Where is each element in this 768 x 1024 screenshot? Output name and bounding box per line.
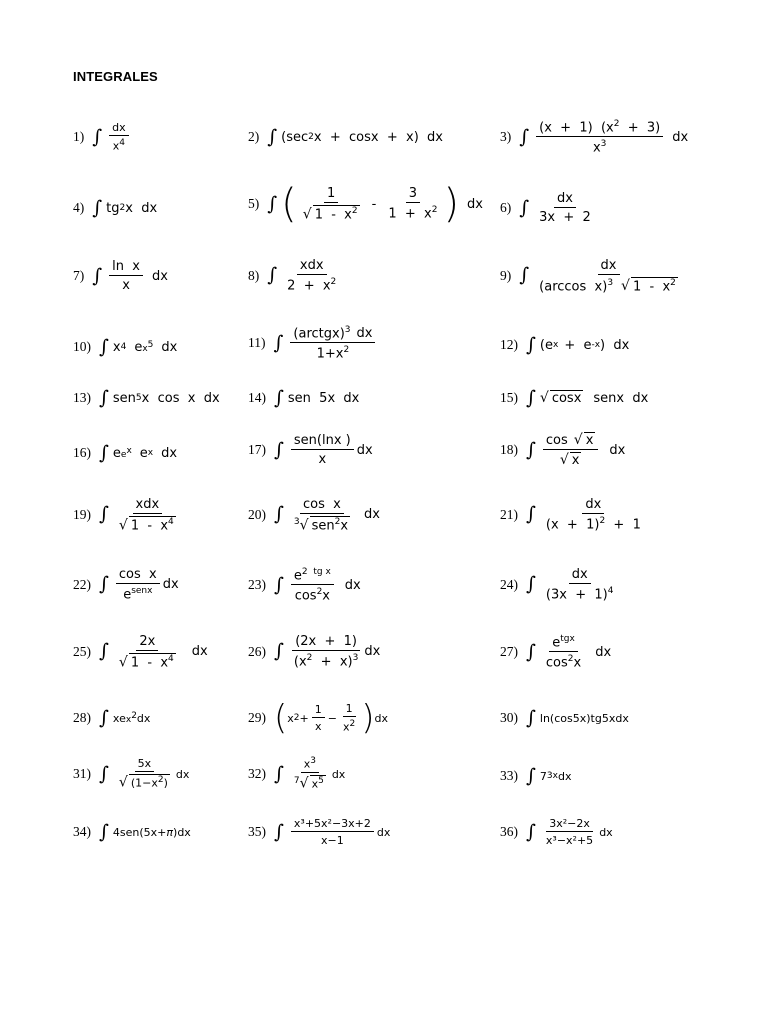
- problem-33: 33) ∫ 7 3x dx: [500, 764, 572, 787]
- problem-23: 23) ∫ $\frac{e^{2 tg x}}{\cos^2x}$ dx: [248, 566, 361, 604]
- problem-11: 11) ∫ $\frac{(arctgx)^3 dx}{1+x^2}$: [248, 311, 378, 375]
- problem-12: 12) ∫ (e x + e -x ) dx: [500, 333, 630, 356]
- problem-1: [73, 105, 132, 169]
- integral-expression: [92, 121, 131, 153]
- problem-28: 28) ∫ xe $x^2$ dx: [73, 706, 151, 729]
- problem-number: 3): [500, 129, 512, 144]
- problem-22: 22) ∫ $\frac{\text{cos x}}{e^{senx}}$ dx: [73, 567, 179, 603]
- problem-25: 25) ∫ $\frac{2x}{√ 1 - x^4}$ dx: [73, 633, 208, 671]
- integral-expression: ∫ $\frac{(x + 1) (x^2 + 3)}{x^3}$ dx: [519, 118, 689, 156]
- problem-18: 18) ∫ $\frac{\cos √ x}{√ x}$ dx: [500, 432, 626, 468]
- problem-34: 34) ∫ 4sen(5x+ π )dx: [73, 820, 191, 843]
- problem-4: 4) ∫ tg 2 x dx: [73, 196, 158, 219]
- problem-21: 21) ∫ $\frac{dx}{(x + 1)^2 + 1}$: [500, 497, 641, 533]
- integral-expression: ∫ (sec 2 x + cosx + x) dx: [267, 125, 443, 148]
- problem-3: [500, 105, 688, 169]
- problem-29: 29) ( x 2 + $\frac{1}{x}$ − $\frac{1}{x^2}$ ) dx: [248, 698, 388, 738]
- problem-30: 30) ∫ ln(cos5x)tg5xdx: [500, 706, 629, 729]
- problem-19: 19) ∫ $\frac{\text{xdx}}{√ 1 - x^4}$: [73, 496, 174, 534]
- problem-17: 17) ∫ $\frac{\text{sen(lnx )}}{x}$ dx: [248, 433, 373, 467]
- problem-36: 36) ∫ $\frac{\text{3x²−2x}}{\text{x³−x²+5}}$ dx: [500, 817, 613, 847]
- page-title: INTEGRALES: [73, 69, 158, 84]
- problem-6: 6) ∫ $\frac{dx}{3x + 2}$: [500, 191, 591, 225]
- problem-7: 7) ∫ $\frac{\text{ln x}}{x}$ dx: [73, 259, 168, 293]
- integral-sign: ∫: [92, 125, 103, 148]
- problem-31: 31) ∫ $\frac{5x}{√ (1-x^2)}$ dx: [73, 757, 190, 791]
- problem-20: 20) ∫ $\frac{\text{cos x}}{^3√ sen^2x}$ dx: [248, 496, 380, 534]
- problem-14: 14) ∫ sen 5x dx: [248, 386, 360, 409]
- problem-9: 9) ∫ $\frac{dx}{(\arccos x)^3 √ 1 - x^2}$: [500, 257, 676, 295]
- problem-27: 27) ∫ $\frac{e^{tgx}}{\cos^2x}$ dx: [500, 633, 612, 671]
- problem-number: 1): [73, 129, 85, 144]
- problem-32: 32) ∫ $\frac{x^3}{^7√ x^5}$ dx: [248, 756, 346, 792]
- problem-26: 26) ∫ $\frac{(2x + 1)}{(x^2 + x)^3}$ dx: [248, 634, 381, 670]
- fraction: $\frac{dx}{x^4}$: [109, 121, 129, 153]
- problem-5: 5) ∫ ( $\frac{1}{√ 1 - x^2}$ - $\frac{3}{1 + x^2}$ ) dx: [248, 181, 483, 227]
- problem-10: 10) ∫ x 4 e $x^5$ dx: [73, 335, 178, 358]
- problem-15: 15) ∫ √ cosx senx dx: [500, 386, 649, 409]
- problem-35: 35) ∫ $\frac{\text{x³+5x²−3x+2}}{x-1}$ dx: [248, 817, 391, 847]
- problem-13: 13) ∫ sen 5 x cos x dx: [73, 386, 220, 409]
- problem-24: 24) ∫ $\frac{dx}{(3x + 1)^4}$: [500, 567, 614, 603]
- problem-number: 2): [248, 129, 260, 144]
- right-paren: ): [443, 181, 460, 227]
- left-paren: (: [281, 181, 297, 227]
- problem-8: 8) ∫ $\frac{\text{xdx}}{2 + x^2}$: [248, 258, 337, 294]
- problem-16: 16) ∫ e $e^x$ e x dx: [73, 441, 178, 464]
- problem-2: [248, 105, 443, 169]
- fraction: $\frac{(x + 1) (x^2 + 3)}{x^3}$: [536, 119, 663, 156]
